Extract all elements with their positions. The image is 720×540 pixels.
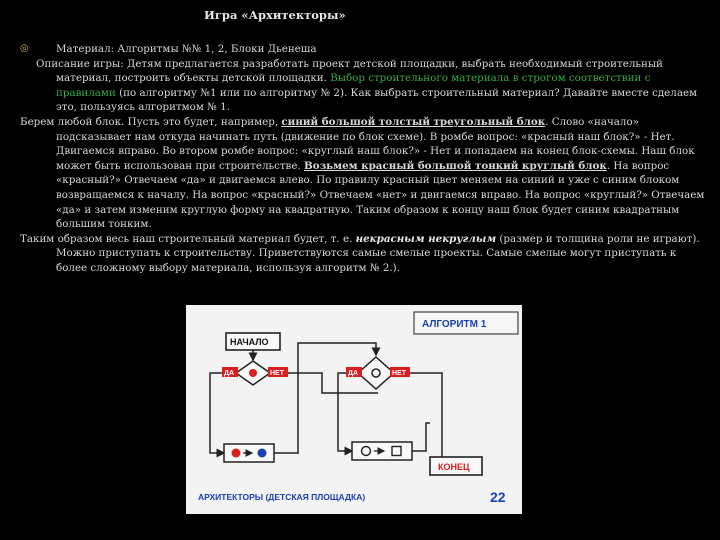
label-yes-1: ДА [224,370,235,377]
flowchart [186,305,522,514]
start-label: НАЧАЛО [230,337,269,347]
example-paragraph: Берем любой блок. Пусть это будет, например, синий большой толстый треугольный блок. Слово «начало» подсказывает нам откуда начинать путь (движение по блок схеме). В ромбе вопрос: «красный наш блок?» - Нет. Двигаемся вправо. Во втором ромбе вопрос: «круглый наш блок?» - Нет и попадаем на конец блок-схемы. Наш блок может быть использован при строительстве. Возьмем красный большой тонкий круглый блок. На вопрос «красный?» Отвечаем «да» и двигаемся влево. По правилу красный цвет меняем на синий и уже с синим блоком возвращаемся к началу. На вопрос «красный?» Отвечаем «нет» и двигаемся вправо. На вопрос «круглый?» Отвечаем «да» и затем изменим круглую форму на квадратную. Таким образом к концу наш блок будет синим квадратным большим тонким. [20,115,705,231]
label-no-1: НЕТ [270,370,284,377]
bullet-icon: ◎ [20,43,29,54]
red-circle-icon [249,369,257,377]
conclusion-emphasis: некрасным некруглым [355,232,497,245]
example-block-2: Возьмем красный большой тонкий круглый блок [304,159,607,172]
body-text [20,42,708,276]
rule-highlight: Выбор строительного материала в строгом соответствии с правилами [56,72,651,99]
description-paragraph: Описание игры: Детям предлагается разработать проект детской площадки, выбрать необходимый строительный материал, построить объекты детской площадки. Выбор строительного материала в строгом соответствии с правилами (по алгоритму №1 или по алгоритму № 2). Как выбрать строительный материал? Давайте вместе сделаем это, пользуясь алгоритмом № 1. [36,57,698,114]
label-no-2: НЕТ [392,370,406,377]
algorithm-figure [186,305,522,514]
page-title: Игра «Архитекторы» [204,8,346,22]
decision-round [358,357,394,389]
label-yes-2: ДА [348,370,359,377]
header-label: АЛГОРИТМ 1 [422,319,487,330]
end-label: КОНЕЦ [438,462,470,472]
figure-caption: АРХИТЕКТОРЫ (ДЕТСКАЯ ПЛОЩАДКА) [198,492,366,502]
example-block-1: синий большой толстый треугольный блок [281,115,546,128]
blue-dot-icon [258,449,267,458]
red-dot-icon [232,449,241,458]
conclusion-paragraph: Таким образом весь наш строительный материал будет, т. е. некрасным некруглым (размер и толщина роли не играют). Можно приступать к строительству. Приветствуются самые смелые проекты. Самые смелые могут приступать к более сложному выбору материала, используя алгоритм № 2.). [20,232,700,274]
materials-paragraph: ◎ Материал: Алгоритмы №№ 1, 2, Блоки Дьенеша [20,43,317,55]
page-number: 22 [490,489,506,505]
